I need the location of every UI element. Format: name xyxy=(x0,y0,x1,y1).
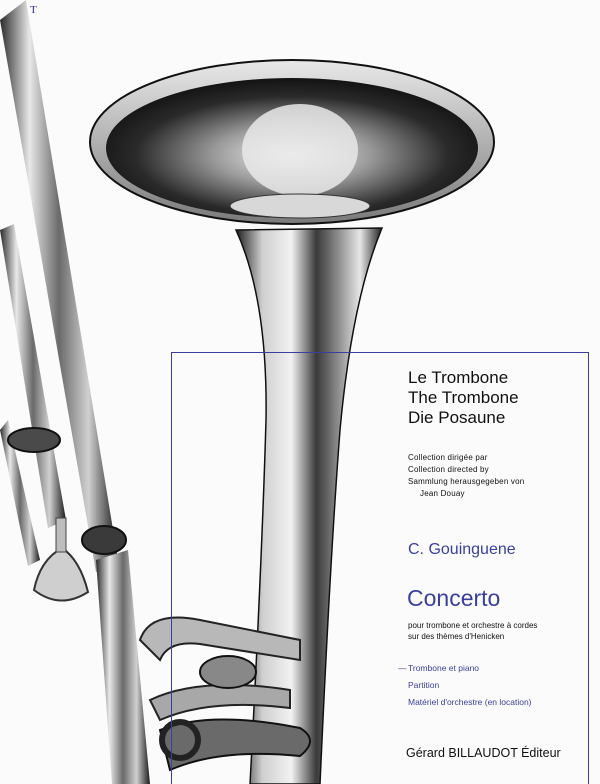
corner-mark: T xyxy=(30,4,37,16)
title-frame xyxy=(171,352,589,784)
series-title-fr: Le Trombone xyxy=(408,368,509,387)
slide-lower-body xyxy=(96,550,150,784)
work-subtitle-line1: pour trombone et orchestre à cordes xyxy=(408,621,538,630)
series-title-de: Die Posaune xyxy=(408,408,506,427)
editions-list xyxy=(398,660,532,711)
publisher-name: Gérard BILLAUDOT Éditeur xyxy=(406,746,561,760)
collection-label-fr: Collection dirigée par xyxy=(408,453,488,462)
collection-credit xyxy=(408,452,524,500)
series-title-en: The Trombone xyxy=(408,388,519,407)
bell-throat xyxy=(230,194,370,218)
work-subtitle xyxy=(408,620,537,642)
composer-name: C. Gouinguene xyxy=(408,541,516,558)
edition-item xyxy=(398,677,532,694)
work-subtitle-line2: sur des thèmes d'Henicken xyxy=(408,632,505,641)
collection-label-en: Collection directed by xyxy=(408,465,489,474)
slide-joint-upper xyxy=(8,428,60,452)
edition-item-label: Matériel d'orchestre (en location) xyxy=(408,697,532,707)
work-title: Concerto xyxy=(407,585,501,611)
collection-label-de: Sammlung herausgegeben von xyxy=(408,477,525,486)
series-title xyxy=(408,368,519,428)
collection-editor: Jean Douay xyxy=(420,489,465,498)
edition-item-label: Partition xyxy=(408,680,440,690)
bell-reflection xyxy=(242,104,358,196)
mouthpiece-shank xyxy=(56,518,66,552)
mouthpiece xyxy=(34,548,88,601)
edition-marker: — xyxy=(398,663,407,673)
slide-joint-lower xyxy=(82,526,126,554)
edition-item xyxy=(398,660,532,677)
edition-item xyxy=(398,694,532,711)
edition-item-label: Trombone et piano xyxy=(408,663,480,673)
